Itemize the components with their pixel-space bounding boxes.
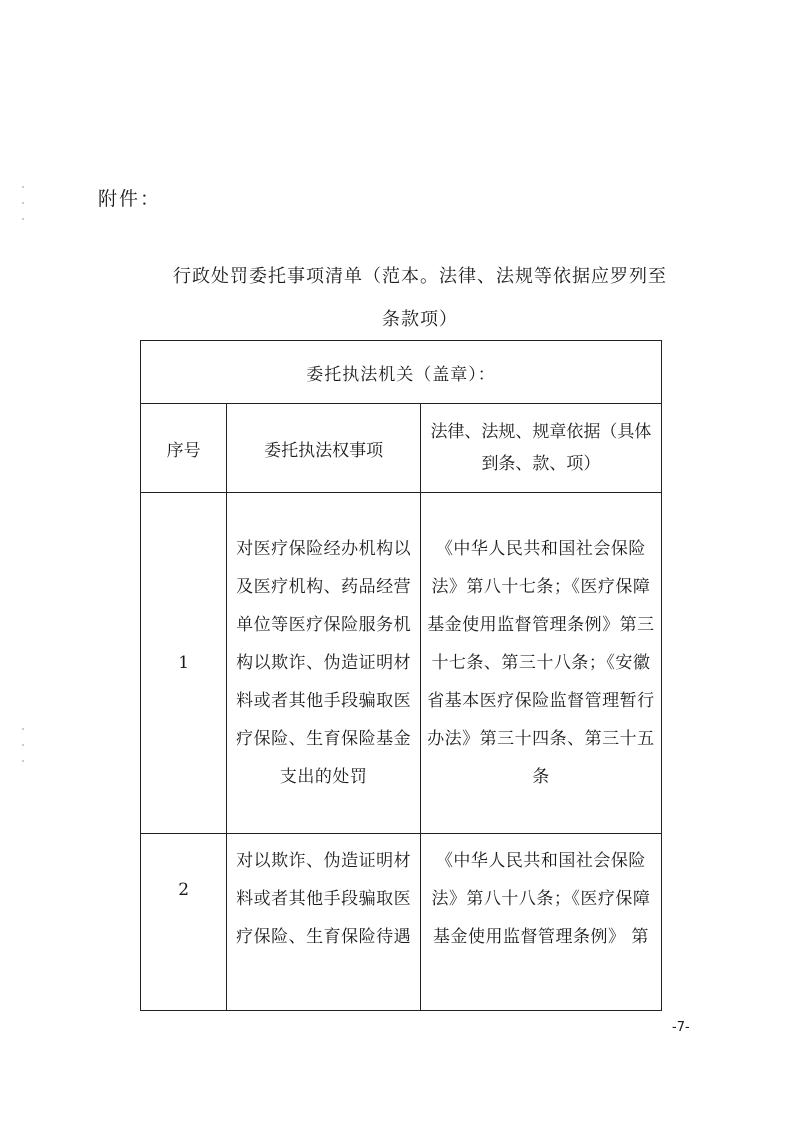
row-matter (227, 493, 421, 834)
row-basis (420, 493, 661, 834)
header-row (141, 404, 662, 493)
row-matter (227, 834, 421, 1011)
scan-marks-top (22, 186, 26, 234)
row-matter-text: 对医疗保险经办机构以及医疗机构、药品经营单位等医疗保险服务机构以欺诈、伪造证明材料或者其他手段骗取医疗保险、生育保险基金支出的处罚 (236, 539, 412, 787)
agency-cell: 委托执法机关（盖章）： (141, 341, 662, 404)
row-basis (420, 834, 661, 1011)
document-title-line1: 行政处罚委托事项清单（范本。法律、法规等依据应罗列至 (173, 266, 667, 287)
attachment-label: 附件： (98, 188, 162, 210)
header-seq: 序号 (141, 404, 227, 493)
agency-row (141, 341, 662, 404)
row-seq-text: 2 (178, 880, 190, 900)
document-title-line2: 条款项） (382, 309, 458, 330)
row-seq: 1 (141, 493, 227, 834)
row-seq (141, 834, 227, 1011)
header-basis (420, 404, 661, 493)
header-basis-text: 法律、法规、规章依据（具体到条、款、项） (430, 422, 652, 474)
table-row (141, 493, 662, 834)
row-matter-text: 对以欺诈、伪造证明材料或者其他手段骗取医疗保险、生育保险待遇 (236, 851, 412, 947)
row-basis-text: 《中华人民共和国社会保险法》第八十八条；《医疗保障基金使用监督管理条例》 第 (431, 851, 651, 947)
delegation-table (140, 340, 662, 1011)
scan-marks-bottom (22, 728, 26, 776)
row-basis-text: 《中华人民共和国社会保险法》第八十七条；《医疗保障基金使用监督管理条例》第三十七条、第三十八条；《安徽省基本医疗保险监督管理暂行办法》第三十四条、第三十五条 (427, 539, 655, 787)
header-matter: 委托执法权事项 (227, 404, 421, 493)
page-number: -7- (672, 1020, 690, 1035)
table-row (141, 834, 662, 1011)
